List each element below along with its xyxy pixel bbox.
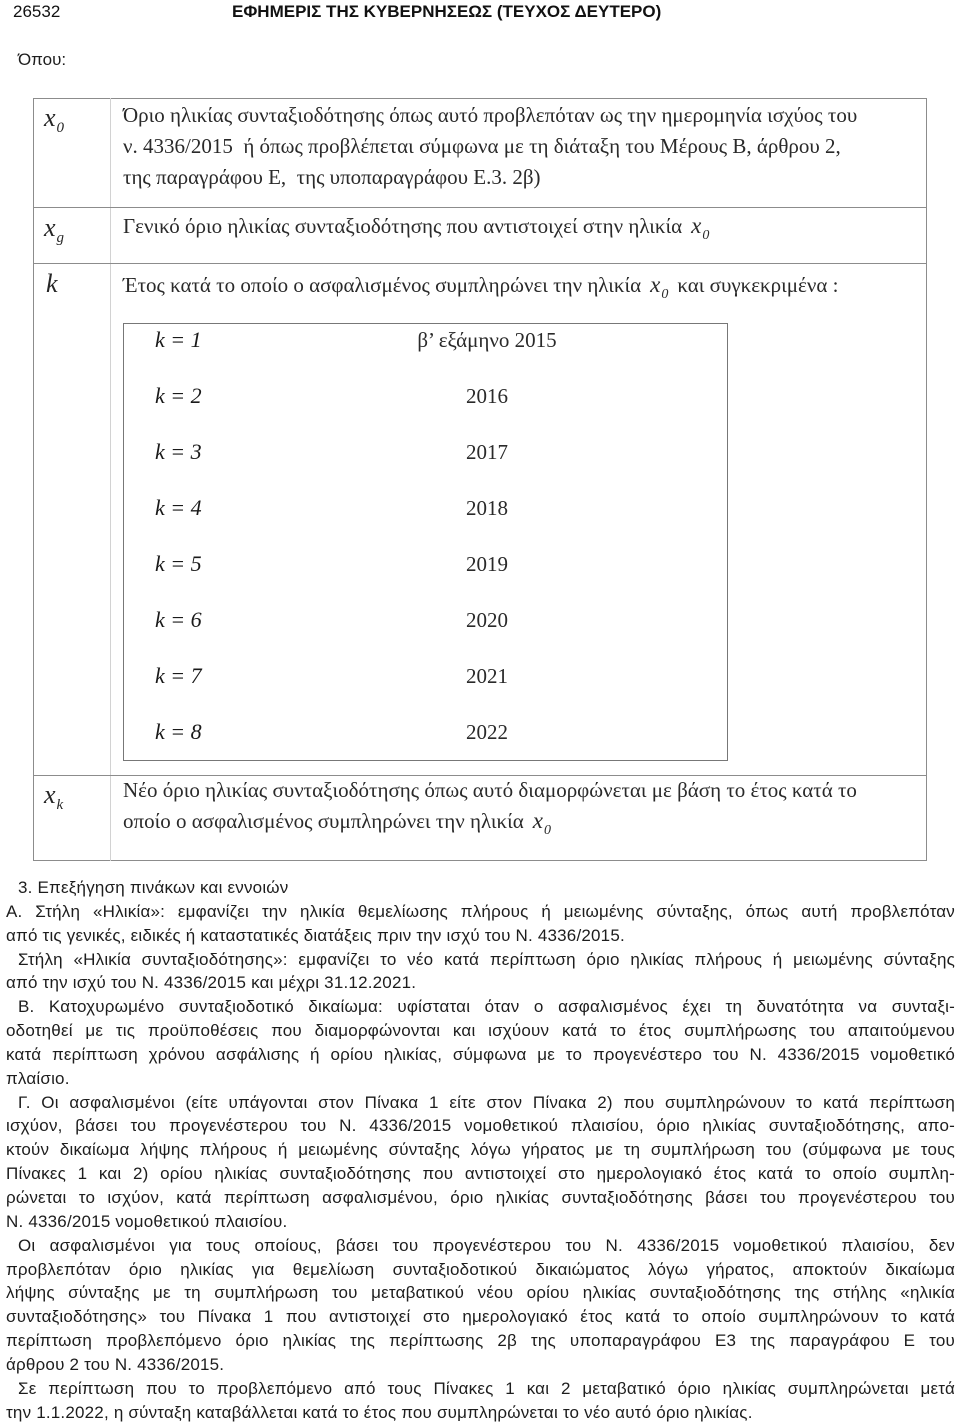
symbol-base: x	[532, 808, 543, 833]
k-value: k = 1	[155, 327, 202, 352]
gazette-title: ΕΦΗΜΕΡΙΣ ΤΗΣ ΚΥΒΕΡΝΗΣΕΩΣ (ΤΕΥΧΟΣ ΔΕΥΤΕΡΟ)	[232, 2, 662, 21]
body-line: Α. Στήλη «Ηλικία»: εμφανίζει την ηλικία θεμελίωσης πλήρους ή μειωμένης σύνταξης, όπως αυτή προβλεπόταν	[6, 901, 955, 921]
symbol-k: k	[46, 269, 58, 298]
symbol-base: x	[650, 272, 661, 297]
intro-label: Όπου:	[18, 50, 67, 69]
k-period: 2018	[466, 496, 508, 520]
body-line: Στήλη «Ηλικία συνταξιοδότησης»: εμφανίζει το νέο κατά περίπτωση όριο ηλικίας πλήρους ή μειωμένης σύνταξης	[18, 949, 955, 969]
explanation-section	[0, 876, 960, 1424]
symbol-subscript: k	[56, 797, 64, 813]
body-line: κτούν δικαίωμα λήψης πλήρους ή μειωμένης σύνταξης λόγω γήρατος με τη συμπλήρωση του (σύμφωνα με τους	[6, 1140, 955, 1160]
x0-definition-line: ν. 4336/2015 ή όπως προβλέπεται σύμφωνα με τη διάταξη του Μέρους Β, άρθρου 2,	[123, 134, 841, 158]
xk-definition-line: Νέο όριο ηλικίας συνταξιοδότησης όπως αυτό διαμορφώνεται με βάση το έτος κατά το	[123, 778, 857, 802]
x0-definition-line: Όριο ηλικίας συνταξιοδότησης όπως αυτό προβλεπόταν ως την ημερομηνία ισχύος του	[123, 103, 858, 127]
xg-definition	[123, 211, 718, 241]
body-line: προβλεπόταν όριο ηλικίας για θεμελίωση συνταξιοδοτικού δικαιώματος λόγω γήρατος, αποκτούν δικαίωμα	[6, 1259, 955, 1279]
x0-inline-symbol	[532, 808, 551, 838]
body-line: περίπτωση προβλεπόμενο όριο ηλικίας της περίπτωσης 2β της υποπαραγράφου Ε3 της παραγράφου Ε του	[6, 1331, 955, 1351]
k-period: 2016	[466, 384, 508, 408]
body-line: από τις γενικές, ειδικές ή καταστατικές διατάξεις πριν την ισχύ του Ν. 4336/2015.	[6, 925, 625, 945]
symbol-base: x	[691, 213, 702, 238]
k-definition-text-after: και συγκεκριμένα :	[677, 273, 839, 297]
body-line: Πίνακες 1 και 2) ορίου ηλικίας συνταξιοδότησης που αντιστοιχεί στο ημερολογιακό έτος κατά το οποίο συμπλη-	[6, 1164, 955, 1184]
k-period: 2021	[466, 664, 508, 688]
body-line: συνταξιοδότησης» του Πίνακα 1 που αντιστοιχεί στο ημερολογιακό έτος κατά το οποίο συμπληρώνουν το κατά	[6, 1307, 955, 1327]
section-heading: 3. Επεξήγηση πινάκων και εννοιών	[18, 878, 289, 897]
table-column-divider	[110, 98, 111, 861]
symbol-subscript: 0	[702, 228, 710, 243]
body-line: ισχύον, βάσει του προγενέστερου του Ν. 4336/2015 νομοθετικού πλαισίου, όριο ηλικίας συνταξιοδότησης, απο-	[6, 1116, 955, 1136]
xk-definition-line	[123, 806, 560, 836]
body-line: από την ισχύ του Ν. 4336/2015 και μέχρι 31.12.2021.	[6, 973, 417, 993]
k-definition-text: Έτος κατά το οποίο ο ασφαλισμένος συμπληρώνει την ηλικία	[123, 273, 642, 297]
symbol-subscript: 0	[56, 120, 65, 136]
body-line: οδοτηθεί με τις προϋποθέσεις που διαμορφώνονται και ισχύουν κατά το έτος συμπλήρωσης του απαιτούμενου	[6, 1021, 955, 1041]
k-value: k = 6	[155, 607, 202, 632]
body-line: Ν. 4336/2015 νομοθετικού πλαισίου.	[6, 1211, 288, 1231]
symbol-base: x	[44, 103, 56, 132]
x0-inline-symbol	[691, 213, 710, 243]
xk-definition-text: οποίο ο ασφαλισμένος συμπληρώνει την ηλικία	[123, 809, 524, 833]
k-value: k = 4	[155, 495, 202, 520]
k-value: k = 5	[155, 551, 202, 576]
body-line: Οι ασφαλισμένοι για τους οποίους, βάσει του προγενέστερου του Ν. 4336/2015 νομοθετικού πλαισίου, δεν	[18, 1235, 955, 1255]
body-line: κατά περίπτωση χρόνου ασφάλισης ή ορίου ηλικίας, σύμφωνα με το προγενέστερο του Ν. 4336/2015 νομοθετικό	[6, 1044, 955, 1064]
k-value: k = 2	[155, 383, 202, 408]
symbol-base: x	[44, 213, 56, 242]
k-definition	[123, 270, 838, 300]
symbol-subscript: 0	[661, 287, 669, 302]
k-value: k = 8	[155, 719, 202, 744]
body-line: πλαίσιο.	[6, 1068, 70, 1088]
k-period: 2017	[466, 440, 508, 464]
x0-inline-symbol	[650, 272, 669, 302]
body-line: Β. Κατοχυρωμένο συνταξιοδοτικό δικαίωμα: υφίσταται όταν ο ασφαλισμένος έχει τη δυνατότητα να συνταξι-	[18, 997, 955, 1017]
body-line: λήψης σύνταξης με τη συμπλήρωση του μεταβατικού νέου ορίου ηλικίας συνταξιοδότησης της στήλης «ηλικία	[6, 1283, 955, 1303]
body-line: άρθρου 2 του Ν. 4336/2015.	[6, 1354, 225, 1374]
symbol-xg	[44, 213, 64, 247]
k-year-table	[123, 323, 728, 761]
body-line: Σε περίπτωση που το προβλεπόμενο από τους Πίνακες 1 και 2 μεταβατικό όριο ηλικίας συμπληρώνεται μετά	[18, 1378, 955, 1398]
body-line: ρώνεται το ισχύον, κατά περίπτωση ασφαλισμένου, όριο ηλικίας συνταξιοδότησης βάσει του προγενέστερου του	[6, 1187, 955, 1207]
k-period: β’ εξάμηνο 2015	[417, 328, 557, 352]
symbol-subscript: g	[56, 230, 65, 246]
table-row-divider	[33, 207, 927, 208]
k-period: 2020	[466, 608, 508, 632]
x0-definition-line: της παραγράφου Ε, της υποπαραγράφου Ε.3. 2β)	[123, 165, 541, 189]
k-value: k = 3	[155, 439, 202, 464]
k-period: 2022	[466, 720, 508, 744]
page-number: 26532	[13, 2, 61, 21]
table-row-divider	[33, 263, 927, 264]
symbol-xk	[44, 780, 63, 814]
symbol-base: x	[44, 780, 56, 809]
xg-definition-text: Γενικό όριο ηλικίας συνταξιοδότησης που αντιστοιχεί στην ηλικία	[123, 214, 683, 238]
k-period: 2019	[466, 552, 508, 576]
symbol-subscript: 0	[543, 823, 551, 838]
k-value: k = 7	[155, 663, 202, 688]
body-line: την 1.1.2022, η σύνταξη καταβάλλεται κατά το έτος που συμπληρώνεται το νέο αυτό όριο ηλικίας.	[6, 1402, 753, 1422]
symbol-x0	[44, 103, 64, 137]
body-line: Γ. Οι ασφαλισμένοι (είτε υπάγονται στον Πίνακα 1 είτε στον Πίνακα 2) που συμπληρώνουν το κατά περίπτωση	[18, 1092, 955, 1112]
